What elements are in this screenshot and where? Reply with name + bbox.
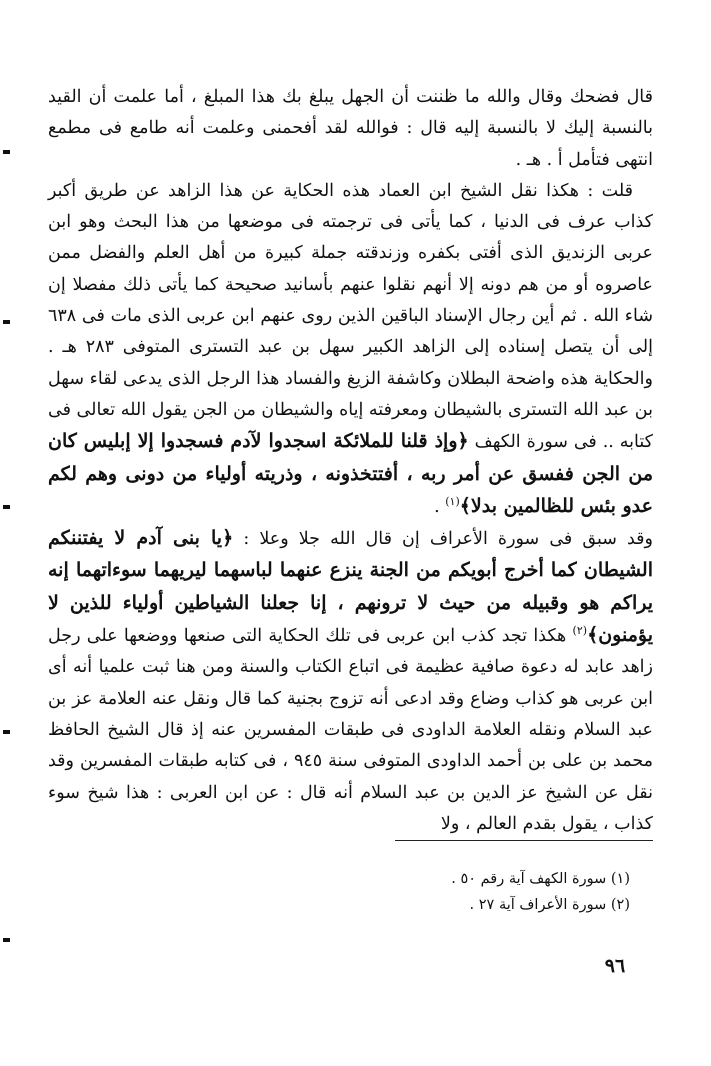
- footnotes: [300, 866, 630, 918]
- page-body: [48, 82, 653, 840]
- footnote-2: (٢) سورة الأعراف آية ٢٧ .: [469, 897, 630, 913]
- paragraph-3-text: هكذا تجد كذب ابن عربى فى تلك الحكاية التى صنعها ووضعها على رجل زاهد عابد له دعوة صافية عظيمة فى اتباع الكتاب والسنة ومن هنا ثبت علميا أنه أى ابن عربى هو كذاب وضاع وقد ادعى أنه تزوج بجنية كما قال ونقل عنه العلامة عز بن عبد السلام ونقله العلامة الداودى فى طبقات المفسرين عنه إذ قال الشيخ الحافظ محمد بن على بن أحمد الداودى المتوفى سنة ٩٤٥ ، فى كتابه طبقات المفسرين وقد نقل عن الشيخ عز الدين بن عبد السلام أنه قال : عن ابن العربى : هذا شيخ سوء كذاب ، يقول بقدم العالم ، ولا: [48, 626, 653, 834]
- binding-mark: [3, 730, 10, 734]
- paragraph-1: قال فضحك وقال والله ما ظننت أن الجهل يبلغ بك هذا المبلغ ، أما علمت أن القيد بالنسبة إليك لا بالنسبة إليه قال : فوالله لقد أفحمنى وعلمت أنه طامع فى مطمع انتهى فتأمل أ . هـ .: [48, 87, 653, 170]
- footnote-ref-2: (٢): [572, 624, 588, 638]
- binding-mark: [3, 938, 10, 942]
- binding-mark: [3, 320, 10, 324]
- footnote-separator: [395, 840, 653, 841]
- footnote-1: (١) سورة الكهف آية رقم ٥٠ .: [451, 871, 630, 887]
- footnote-ref-1: (١): [445, 495, 460, 509]
- paragraph-3: [48, 523, 653, 840]
- paragraph-3-intro: وقد سبق فى سورة الأعراف إن قال الله جلا وعلا :: [243, 529, 653, 550]
- binding-mark: [3, 150, 10, 154]
- paragraph-2-text: قلت : هكذا نقل الشيخ ابن العماد هذه الحكاية عن هذا الزاهد عن طريق أكبر كذاب عرف فى الدنيا ، كما يأتى فى ترجمته فى موضعها من هذا البحث وهو ابن عربى الزنديق الذى أفتى بكفره وزندقته جملة كبيرة من أهل العلم والفضل ممن عاصروه أو من هم دونه إلا أنهم نقلوا عنهم بأسانيد صحيحة كما يأتى ذلك مفصلا إن شاء الله . ثم أين رجال الإسناد الباقين الذين روى عنهم ابن عربى الذى مات فى ٦٣٨ إلى أن يتصل إسناده إلى الزاهد الكبير سهل بن عبد التسترى المتوفى ٢٨٣ هـ . والحكاية هذه واضحة البطلان وكاشفة الزيغ والفساد هذا الرجل الذى يدعى لقاء سهل بن عبد الله التسترى بالشيطان ومعرفته إياه والشيطان من الجن يقول الله تعالى فى كتابه .. فى سورة الكهف: [48, 180, 654, 453]
- paragraph-2: [48, 176, 653, 523]
- quran-verse-kahf: ﴿وإذ قلنا للملائكة اسجدوا لآدم فسجدوا إلا إبليس كان من الجن ففسق عن أمر ربه ، أفتتخذونه ، وذريته أولياء من دونى وهم لكم عدو بئس للظالمين بدلا﴾: [48, 430, 653, 517]
- verse-1-end: .: [434, 496, 446, 517]
- page-number: ٩٦: [604, 955, 626, 977]
- binding-mark: [3, 505, 10, 509]
- quran-verse-araf: ﴿يا بنى آدم لا يفتننكم الشيطان كما أخرج أبويكم من الجنة ينزع عنهما لباسهما ليريهما سوءاتهما إنه يراكم هو وقبيله من حيث لا ترونهم ، إنا جعلنا الشياطين أولياء للذين لا يؤمنون﴾: [48, 527, 653, 647]
